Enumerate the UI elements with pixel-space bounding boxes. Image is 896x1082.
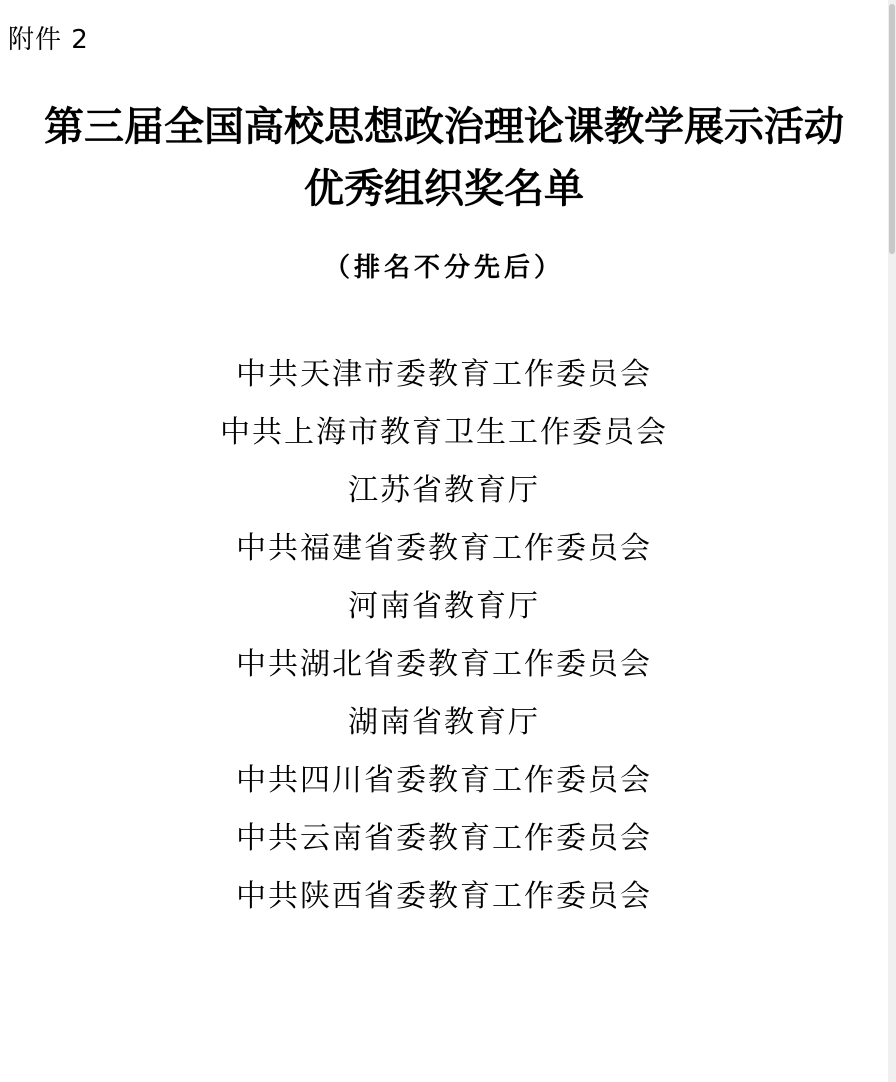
ranking-note: （排名不分先后） (323, 253, 564, 283)
organization-item: 中共天津市委教育工作委员会 (236, 357, 652, 392)
document-title (0, 96, 888, 220)
organization-item: 江苏省教育厅 (348, 473, 540, 508)
organization-item: 中共福建省委教育工作委员会 (236, 531, 652, 566)
organization-list (0, 346, 888, 926)
scrollbar-thumb[interactable] (889, 4, 895, 254)
organization-item: 中共陕西省委教育工作委员会 (236, 879, 652, 914)
organization-item: 中共上海市教育卫生工作委员会 (220, 415, 668, 450)
vertical-scrollbar[interactable] (888, 0, 896, 1082)
organization-item: 河南省教育厅 (348, 589, 540, 624)
organization-item: 中共四川省委教育工作委员会 (236, 763, 652, 798)
title-line-1: 第三届全国高校思想政治理论课教学展示活动 (44, 103, 844, 150)
organization-item: 中共湖北省委教育工作委员会 (236, 647, 652, 682)
attachment-label: 附件 2 (8, 25, 89, 55)
organization-item: 中共云南省委教育工作委员会 (236, 821, 652, 856)
title-line-2: 优秀组织奖名单 (304, 165, 584, 212)
organization-item: 湖南省教育厅 (348, 705, 540, 740)
